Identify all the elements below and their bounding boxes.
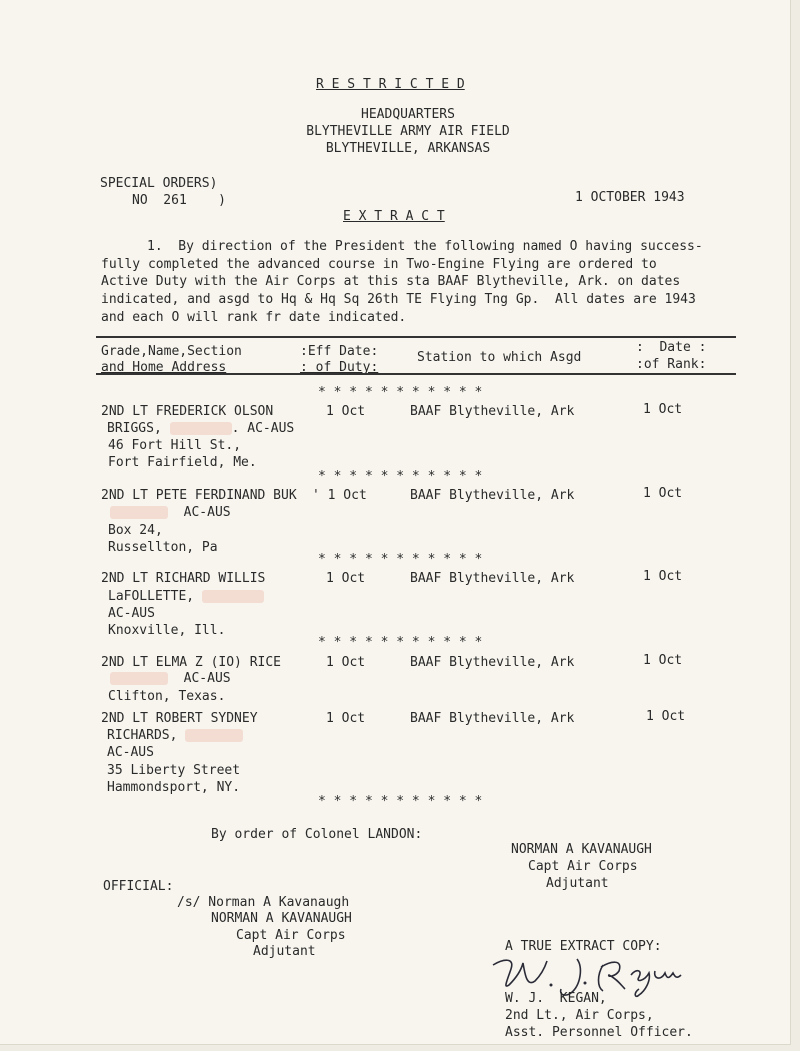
- signer-name: NORMAN A KAVANAUGH: [511, 842, 652, 857]
- row-5-station: BAAF Blytheville, Ark: [410, 711, 575, 726]
- row-3-address-1: [108, 588, 264, 605]
- row-1-address-1: [107, 420, 294, 437]
- true-copy-label: A TRUE EXTRACT COPY:: [505, 939, 662, 954]
- col-header-eff-1: :Eff Date:: [300, 344, 379, 359]
- row-1-address-3: Fort Fairfield, Me.: [108, 455, 257, 470]
- row-3-name: 2ND LT RICHARD WILLIS: [101, 571, 266, 586]
- row-2-station: BAAF Blytheville, Ark: [410, 488, 575, 503]
- row-3-eff-date: 1 Oct: [326, 571, 366, 586]
- col-header-rank-2: :of Rank:: [636, 357, 707, 372]
- row-1-surname: BRIGGS,: [107, 421, 162, 436]
- official-rank: Capt Air Corps: [236, 928, 346, 943]
- unit-line-1: HEADQUARTERS: [361, 107, 455, 122]
- paragraph-line: and each O will rank fr date indicated.: [101, 310, 407, 325]
- row-2-branch: AC-AUS: [183, 505, 231, 520]
- row-separator: * * * * * * * * * * *: [318, 469, 483, 484]
- unit-line-3: BLYTHEVILLE, ARKANSAS: [325, 141, 491, 156]
- row-2-address-2: Box 24,: [108, 523, 163, 538]
- row-5-address-3: 35 Liberty Street: [107, 763, 241, 778]
- official-title: Adjutant: [253, 944, 316, 959]
- unit-line-2: BLYTHEVILLE ARMY AIR FIELD: [306, 124, 510, 139]
- signer-title: Adjutant: [546, 876, 609, 891]
- row-5-address-1: [107, 727, 243, 744]
- classification-heading: R E S T R I C T E D: [316, 77, 465, 92]
- redaction: [170, 422, 232, 435]
- row-1-eff-date: 1 Oct: [326, 404, 366, 419]
- col-header-eff-2: : of Duty:: [300, 360, 379, 375]
- row-4-eff-date: 1 Oct: [326, 655, 366, 670]
- row-3-rank-date: 1 Oct: [643, 569, 683, 584]
- extract-heading: E X T R A C T: [343, 209, 445, 224]
- certifier-title: Asst. Personnel Officer.: [505, 1025, 693, 1040]
- row-2-eff-date: ' 1 Oct: [312, 488, 367, 503]
- row-4-station: BAAF Blytheville, Ark: [410, 655, 575, 670]
- table-top-rule: [96, 336, 736, 338]
- row-4-branch: AC-AUS: [183, 671, 231, 686]
- row-3-station: BAAF Blytheville, Ark: [410, 571, 575, 586]
- row-4-address-1: [110, 670, 231, 687]
- certifier-rank: 2nd Lt., Air Corps,: [505, 1008, 654, 1023]
- col-header-station: Station to which Asgd: [417, 350, 582, 365]
- table-header-rule: [96, 373, 736, 375]
- row-1-branch: . AC-AUS: [231, 421, 295, 436]
- row-4-name: 2ND LT ELMA Z (IO) RICE: [101, 655, 282, 670]
- official-signature-line: /s/ Norman A Kavanaugh: [177, 895, 350, 910]
- official-name: NORMAN A KAVANAUGH: [211, 911, 352, 926]
- row-2-address-3: Russellton, Pa: [108, 540, 218, 555]
- row-5-name: 2ND LT ROBERT SYDNEY: [101, 711, 258, 726]
- paragraph-line: 1. By direction of the President the following named O having success-: [147, 239, 703, 254]
- row-1-name: 2ND LT FREDERICK OLSON: [101, 404, 274, 419]
- order-date: 1 OCTOBER 1943: [575, 190, 685, 205]
- row-1-address-2: 46 Fort Hill St.,: [108, 438, 242, 453]
- by-order-line: By order of Colonel LANDON:: [211, 827, 423, 842]
- row-4-address-2: Clifton, Texas.: [108, 689, 226, 704]
- row-separator: * * * * * * * * * * *: [318, 552, 483, 567]
- row-3-address-3: Knoxville, Ill.: [108, 623, 226, 638]
- signer-rank: Capt Air Corps: [528, 859, 638, 874]
- row-5-address-2: AC-AUS: [107, 745, 154, 760]
- row-3-surname: LaFOLLETTE,: [108, 589, 195, 604]
- row-5-address-4: Hammondsport, NY.: [107, 780, 241, 795]
- row-1-station: BAAF Blytheville, Ark: [410, 404, 575, 419]
- paragraph-line: fully completed the advanced course in Two-Engine Flying are ordered to: [101, 257, 657, 272]
- row-separator: * * * * * * * * * * *: [318, 635, 483, 650]
- col-header-name-2: and Home Address: [101, 360, 227, 375]
- paragraph-line: Active Duty with the Air Corps at this sta BAAF Blytheville, Ark. on dates: [101, 274, 681, 289]
- paragraph-line: indicated, and asgd to Hq & Hq Sq 26th TE Flying Tng Gp. All dates are 1943: [101, 292, 696, 307]
- col-header-name-1: Grade,Name,Section: [101, 344, 242, 359]
- row-3-address-2: AC-AUS: [108, 606, 155, 621]
- row-2-name: 2ND LT PETE FERDINAND BUK: [101, 488, 297, 503]
- row-5-surname: RICHARDS,: [107, 728, 178, 743]
- table-end-separator: * * * * * * * * * * *: [318, 794, 483, 809]
- special-orders-number: NO 261 ): [132, 193, 226, 208]
- row-separator: * * * * * * * * * * *: [318, 385, 483, 400]
- redaction: [110, 506, 168, 519]
- row-1-rank-date: 1 Oct: [643, 402, 683, 417]
- certifier-name: W. J. KEGAN,: [505, 991, 607, 1006]
- official-label: OFFICIAL:: [103, 879, 174, 894]
- row-4-rank-date: 1 Oct: [643, 653, 683, 668]
- special-orders-label: SPECIAL ORDERS): [100, 176, 218, 191]
- row-5-rank-date: 1 Oct: [646, 709, 686, 724]
- row-2-address-1: [110, 504, 231, 521]
- redaction: [202, 590, 264, 603]
- col-header-rank-1: : Date :: [636, 340, 707, 355]
- redaction: [110, 672, 168, 685]
- row-5-eff-date: 1 Oct: [326, 711, 366, 726]
- redaction: [185, 729, 243, 742]
- row-2-rank-date: 1 Oct: [643, 486, 683, 501]
